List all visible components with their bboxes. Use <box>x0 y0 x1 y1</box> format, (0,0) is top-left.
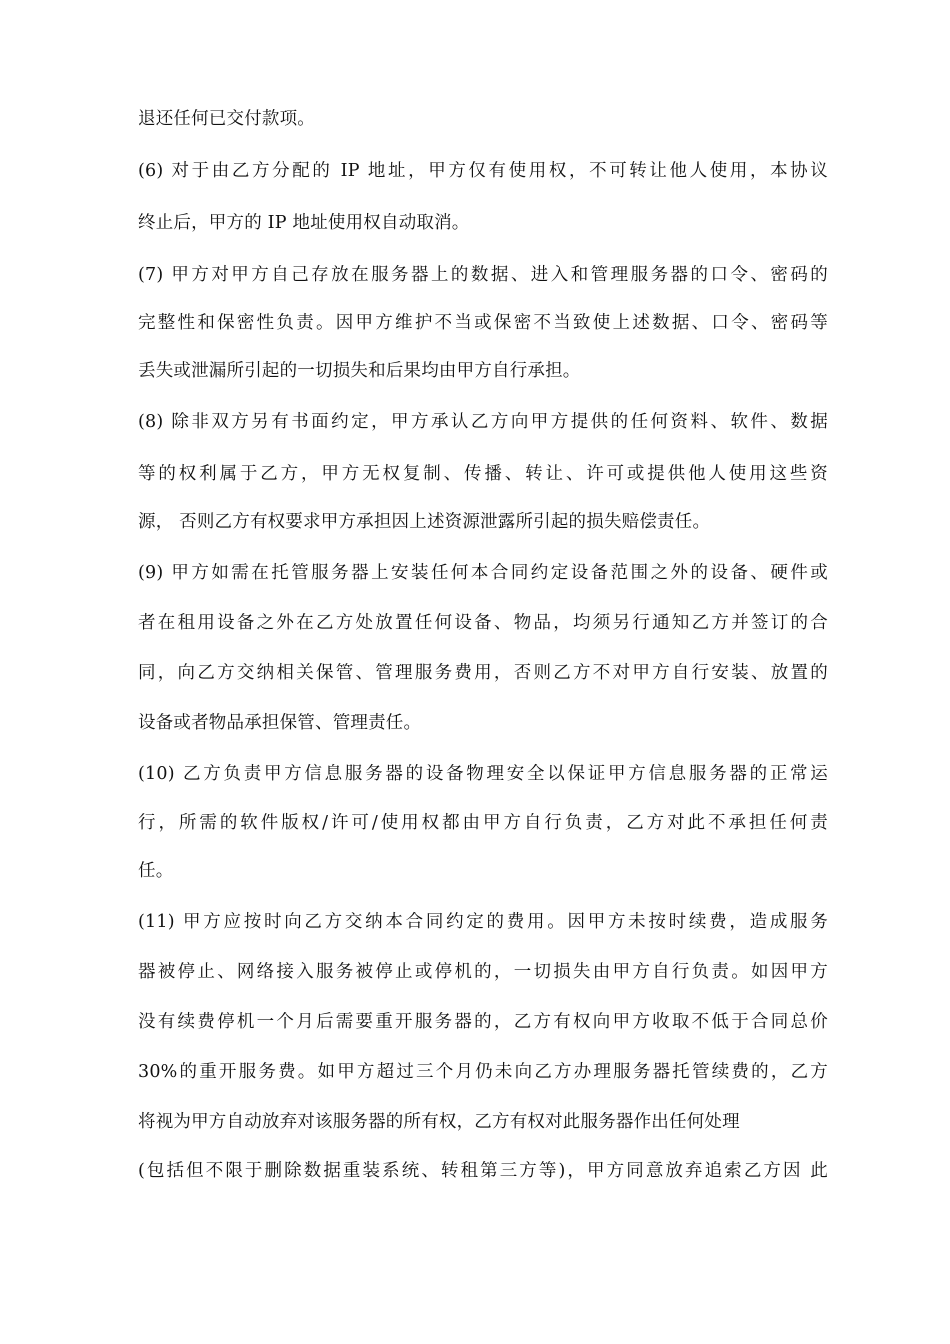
clause-6-line-2: 终止后，甲方的 IP 地址使用权自动取消。 <box>138 213 470 233</box>
clause-8-line-2: 等的权利属于乙方，甲方无权复制、传播、转让、许可或提供他人使用这些资 <box>138 464 828 484</box>
clause-11-line-1: (11) 甲方应按时向乙方交纳本合同约定的费用。因甲方未按时续费，造成服务 <box>138 912 828 932</box>
clause-9-line-1: (9) 甲方如需在托管服务器上安装任何本合同约定设备范围之外的设备、硬件或 <box>138 563 828 583</box>
text-line: 退还任何已交付款项。 <box>138 109 315 129</box>
clause-9-line-4: 设备或者物品承担保管、管理责任。 <box>138 713 422 733</box>
clause-7-line-3: 丢失或泄漏所引起的一切损失和后果均由甲方自行承担。 <box>138 361 581 381</box>
clause-11-line-3: 没有续费停机一个月后需要重开服务器的，乙方有权向甲方收取不低于合同总价 <box>138 1012 828 1032</box>
clause-11-line-5: 将视为甲方自动放弃对该服务器的所有权，乙方有权对此服务器作出任何处理 <box>138 1112 740 1132</box>
clause-8-line-1: (8) 除非双方另有书面约定，甲方承认乙方向甲方提供的任何资料、软件、数据 <box>138 412 828 432</box>
clause-9-line-2: 者在租用设备之外在乙方处放置任何设备、物品，均须另行通知乙方并签订的合 <box>138 613 828 633</box>
clause-11-line-6: (包括但不限于删除数据重装系统、转租第三方等)，甲方同意放弃追索乙方因 此 <box>138 1161 828 1181</box>
clause-10-line-1: (10) 乙方负责甲方信息服务器的设备物理安全以保证甲方信息服务器的正常运 <box>138 764 828 784</box>
clause-11-line-4: 30%的重开服务费。如甲方超过三个月仍未向乙方办理服务器托管续费的，乙方 <box>138 1062 828 1082</box>
clause-7-line-1: (7) 甲方对甲方自己存放在服务器上的数据、进入和管理服务器的口令、密码的 <box>138 265 828 285</box>
clause-10-line-2: 行，所需的软件版权/许可/使用权都由甲方自行负责，乙方对此不承担任何责 <box>138 813 828 833</box>
clause-8-line-3: 源， 否则乙方有权要求甲方承担因上述资源泄露所引起的损失赔偿责任。 <box>138 512 711 532</box>
clause-10-line-3: 任。 <box>138 861 174 881</box>
clause-7-line-2: 完整性和保密性负责。因甲方维护不当或保密不当致使上述数据、口令、密码等 <box>138 313 828 333</box>
clause-9-line-3: 同，向乙方交纳相关保管、管理服务费用，否则乙方不对甲方自行安装、放置的 <box>138 663 828 683</box>
clause-11-line-2: 器被停止、网络接入服务被停止或停机的，一切损失由甲方自行负责。如因甲方 <box>138 962 828 982</box>
clause-6-line-1: (6) 对于由乙方分配的 IP 地址，甲方仅有使用权，不可转让他人使用，本协议 <box>138 161 828 181</box>
